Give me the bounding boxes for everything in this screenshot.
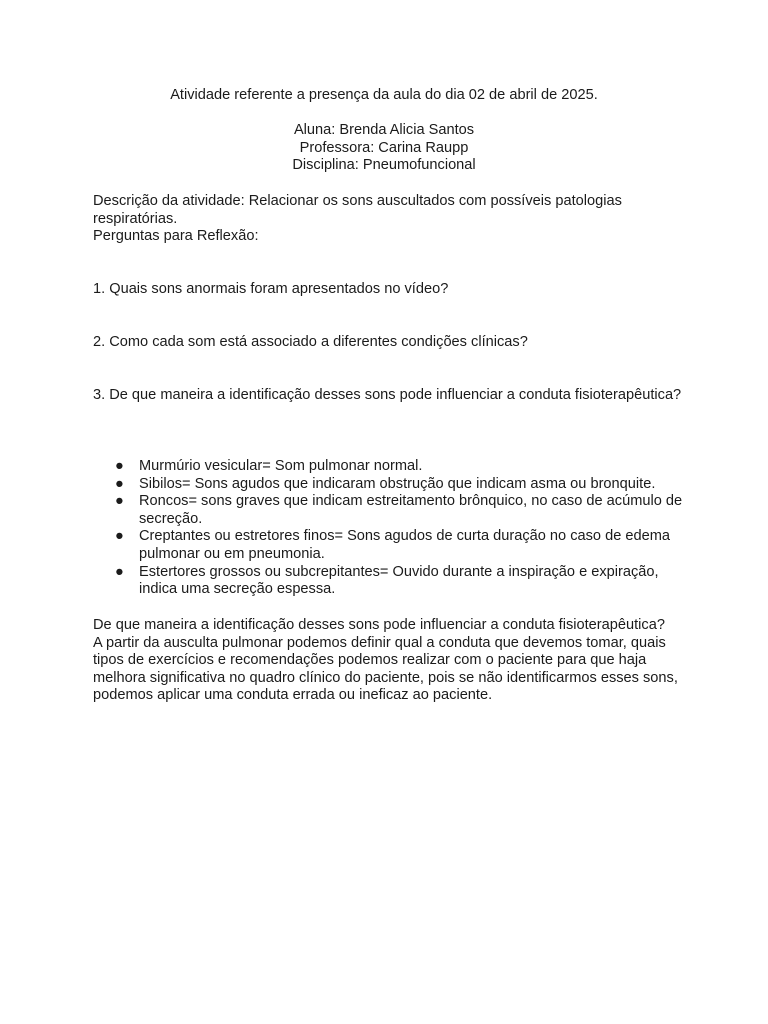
list-item: ● Estertores grossos ou subcrepitantes= Ouvido durante a inspiração e expiração, indica uma secreção espessa. <box>115 563 659 598</box>
bullet-icon: ● <box>115 493 124 510</box>
answer-question: De que maneira a identificação desses sons pode influenciar a conduta fisioterapêutica? <box>93 617 665 633</box>
question-2: 2. Como cada som está associado a diferentes condições clínicas? <box>93 334 528 350</box>
list-item: ● Roncos= sons graves que indicam estreitamento brônquico, no caso de acúmulo de secreção. <box>115 493 683 527</box>
list-item: ● Sibilos= Sons agudos que indicaram obstrução que indicam asma ou bronquite. <box>115 475 656 492</box>
question-1: 1. Quais sons anormais foram apresentados no vídeo? <box>93 281 449 297</box>
bullet-icon: ● <box>115 475 124 492</box>
question-3: 3. De que maneira a identificação desses sons pode influenciar a conduta fisioterapêutica? <box>93 387 682 403</box>
answer-line: podemos aplicar uma conduta errada ou ineficaz ao paciente. <box>93 687 493 704</box>
bullet-icon: ● <box>115 458 124 474</box>
answer-line: melhora significativa no quadro clínico do paciente, pois se não identificarmos esses sons, <box>93 669 678 686</box>
list-item: ● Murmúrio vesicular= Som pulmonar normal. <box>115 458 423 474</box>
reflection-heading: Perguntas para Reflexão: <box>93 228 259 245</box>
list-item: ● Creptantes ou estretores finos= Sons agudos de curta duração no caso de edema pulmonar ou em pneumonia. <box>115 528 670 562</box>
sounds-bullet-list <box>93 458 683 599</box>
student-name: Aluna: Brenda Alicia Santos <box>293 122 475 138</box>
description-line: respiratórias. <box>93 210 178 227</box>
teacher-name: Professora: Carina Raupp <box>299 139 469 156</box>
answer-line: A partir da ausculta pulmonar podemos definir qual a conduta que devemos tomar, quais <box>93 634 666 651</box>
answer-line: tipos de exercícios e recomendações podemos realizar com o paciente para que haja <box>93 652 647 669</box>
answer-paragraph <box>93 617 683 705</box>
description-line: Descrição da atividade: Relacionar os sons auscultados com possíveis patologias <box>93 193 622 209</box>
subject-name: Disciplina: Pneumofuncional <box>292 157 476 174</box>
activity-title: Atividade referente a presença da aula do dia 02 de abril de 2025. <box>170 87 598 103</box>
activity-description <box>93 193 683 246</box>
bullet-icon: ● <box>115 528 124 545</box>
bullet-icon: ● <box>115 563 124 580</box>
